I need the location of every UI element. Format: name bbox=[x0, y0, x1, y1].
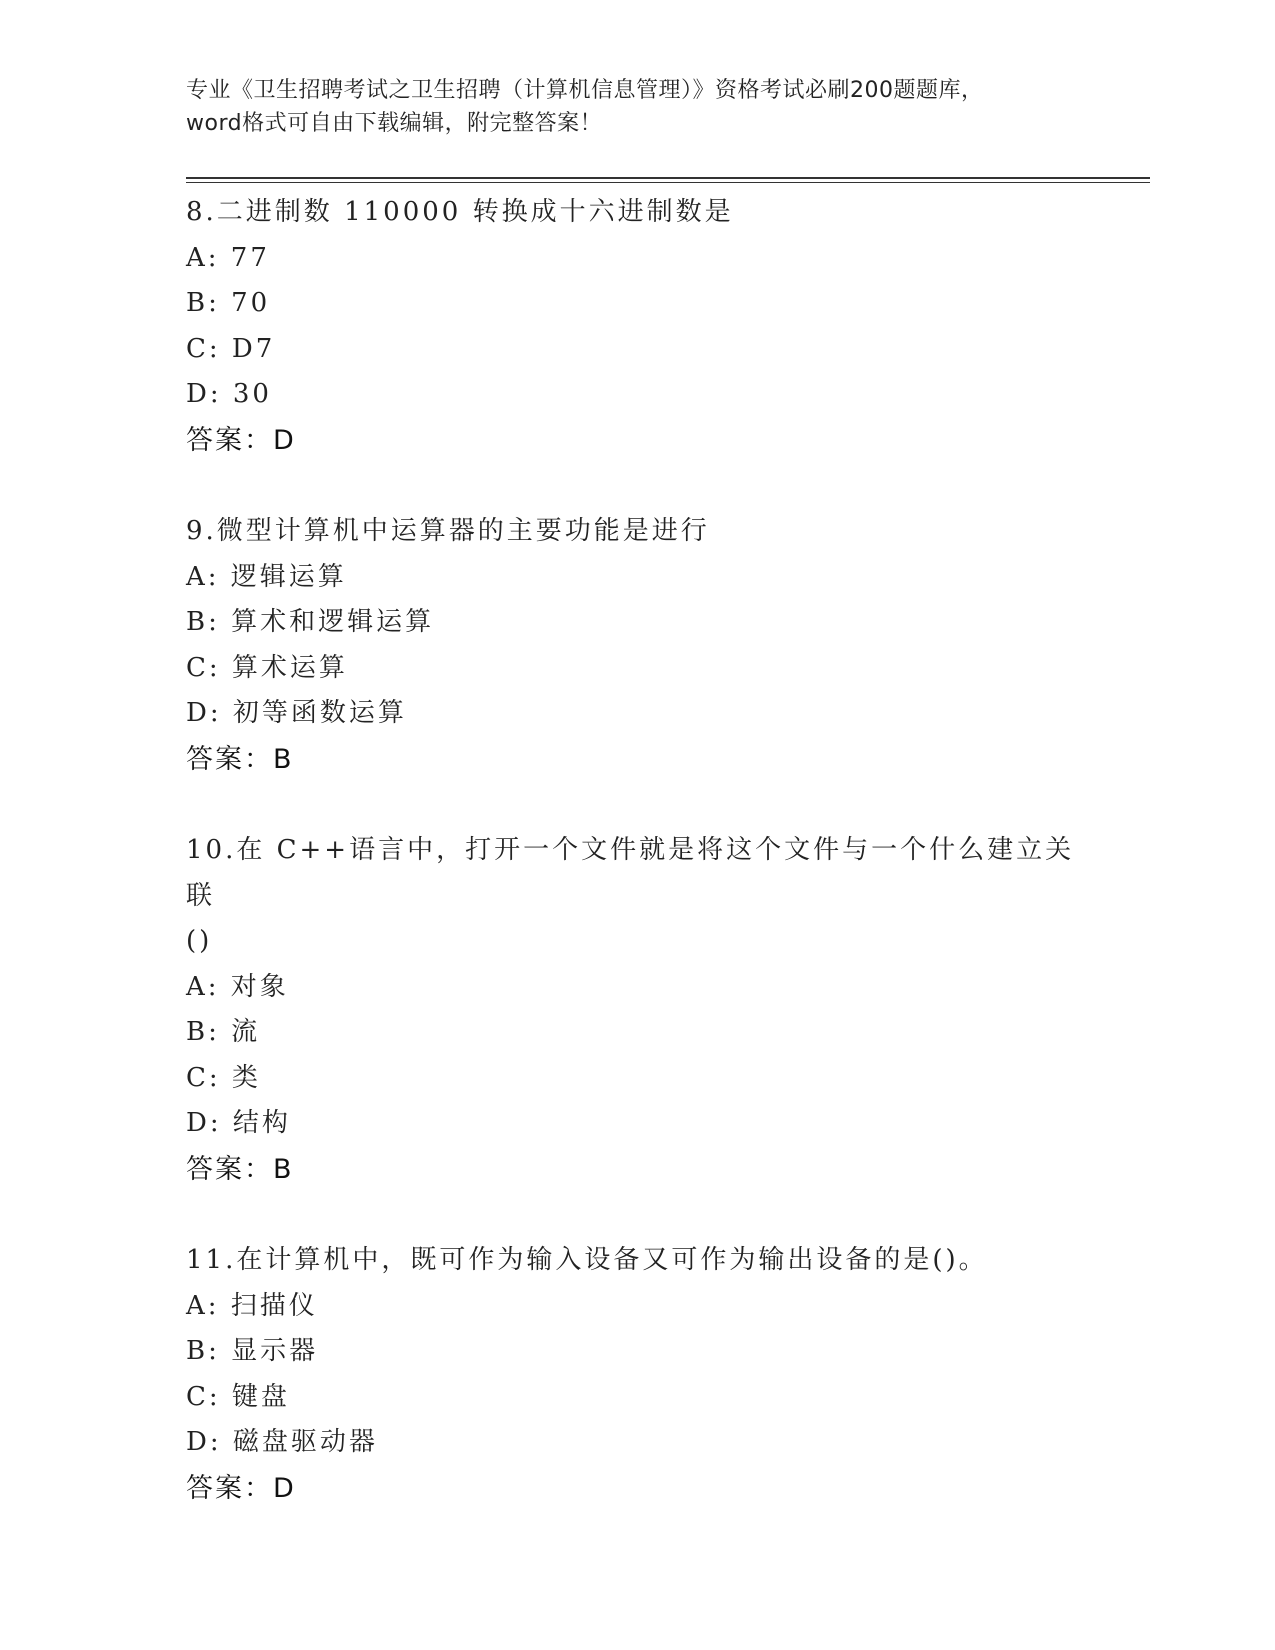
header-divider-thick bbox=[186, 177, 1150, 179]
option-b: B: 算术和逻辑运算 bbox=[186, 607, 435, 637]
question-10 bbox=[186, 828, 1086, 1192]
option-b: B: 流 bbox=[186, 1017, 261, 1047]
option-a: A: 对象 bbox=[186, 971, 289, 1002]
answer-label: 答案：D bbox=[186, 1472, 296, 1504]
question-stem: 9.微型计算机中运算器的主要功能是进行 bbox=[186, 516, 710, 546]
option-a: A: 扫描仪 bbox=[186, 1290, 318, 1321]
option-c: C: 键盘 bbox=[186, 1381, 290, 1412]
option-a: A: 逻辑运算 bbox=[186, 561, 347, 592]
document-header bbox=[186, 74, 1066, 140]
question-stem-continued: () bbox=[186, 926, 213, 956]
option-c: C: D7 bbox=[186, 333, 276, 364]
question-11 bbox=[186, 1238, 1086, 1511]
header-divider-thin bbox=[186, 182, 1150, 183]
option-d: D: 磁盘驱动器 bbox=[186, 1427, 378, 1457]
question-list bbox=[186, 190, 1086, 1557]
option-d: D: 30 bbox=[186, 379, 272, 409]
answer-label: 答案：D bbox=[186, 424, 296, 456]
answer-label: 答案：B bbox=[186, 1153, 294, 1185]
option-a: A: 77 bbox=[186, 242, 270, 273]
option-c: C: 算术运算 bbox=[186, 652, 348, 683]
option-d: D: 初等函数运算 bbox=[186, 698, 407, 728]
question-stem: 8.二进制数 110000 转换成十六进制数是 bbox=[186, 197, 734, 227]
option-d: D: 结构 bbox=[186, 1108, 291, 1138]
header-line-1: 专业《卫生招聘考试之卫生招聘（计算机信息管理）》资格考试必刷200题题库， bbox=[186, 78, 984, 103]
option-c: C: 类 bbox=[186, 1062, 261, 1093]
answer-label: 答案：B bbox=[186, 743, 294, 775]
question-stem: 10.在 C++语言中，打开一个文件就是将这个文件与一个什么建立关联 bbox=[186, 835, 1075, 911]
question-8 bbox=[186, 190, 1086, 463]
header-line-2: word格式可自由下载编辑，附完整答案！ bbox=[186, 111, 603, 136]
question-stem: 11.在计算机中，既可作为输入设备又可作为输出设备的是()。 bbox=[186, 1245, 988, 1275]
option-b: B: 显示器 bbox=[186, 1336, 319, 1366]
question-9 bbox=[186, 509, 1086, 782]
option-b: B: 70 bbox=[186, 288, 271, 318]
